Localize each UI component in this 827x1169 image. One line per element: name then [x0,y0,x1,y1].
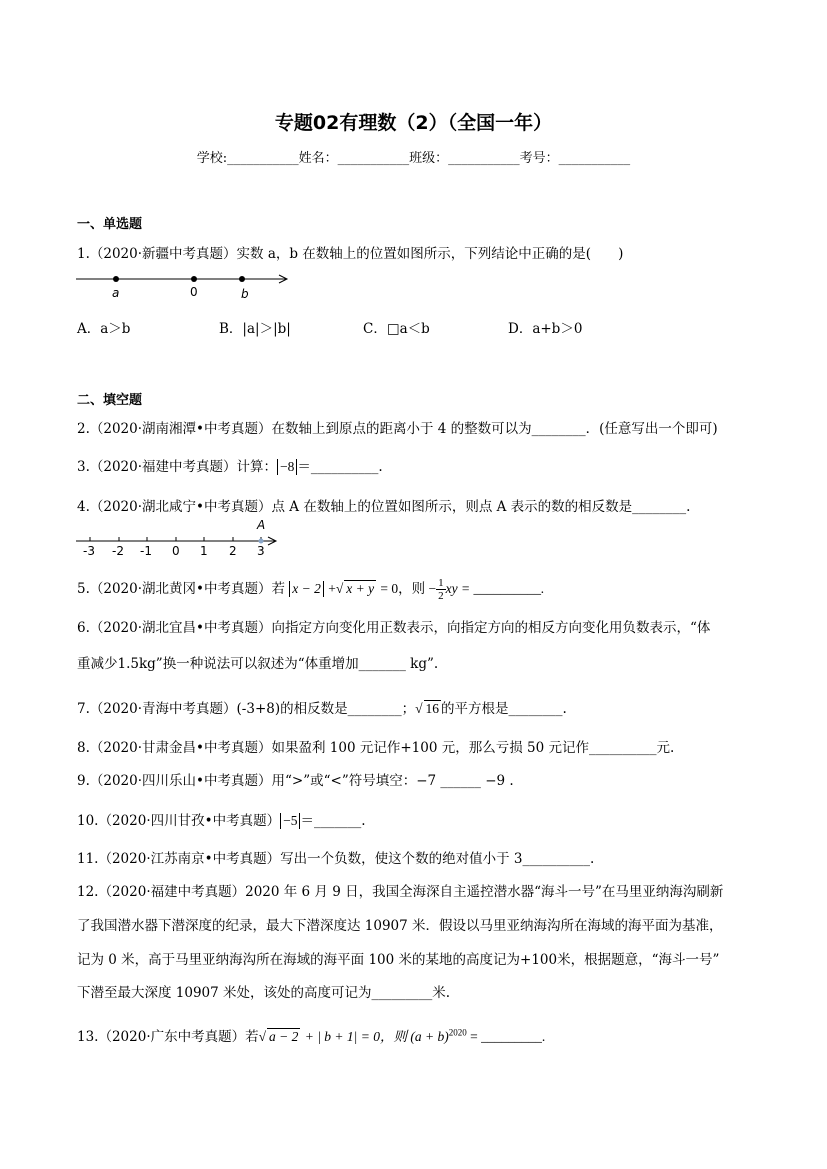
q7-suffix: 的平方根是________. [441,701,567,717]
point-a-marker [259,539,264,544]
label-zero: 0 [190,285,198,299]
q5-fraction [436,577,446,602]
tick-label: 1 [200,544,208,557]
tick-label: 3 [257,544,265,557]
q5-tail: xy = __________. [445,581,545,596]
sqrt-icon: √ [415,701,423,716]
label-b: b [241,287,249,301]
q1-number-line [76,270,291,302]
question-12-line: 记为 0 米，高于马里亚纳海沟所在海域的海平面 100 米的某地的高度记为+100米，根据题意，“海斗一号” [77,952,720,968]
tick-label: -3 [83,544,95,557]
tick-label: -1 [140,544,152,557]
question-12-line: 了我国潜水器下潜深度的纪录，最大下潜深度达 10907 米．假设以马里亚纳海沟所在海域的海平面为基准， [77,918,723,934]
q13-prefix: 13.（2020·广东中考真题）若 [77,1029,259,1045]
q7-sqrt-value: 16 [425,701,440,716]
question-8-text: 8.（2020·甘肃金昌•中考真题）如果盈利 100 元记作+100 元，那么亏损 50 元记作__________元. [77,740,675,756]
q5-prefix: 5.（2020·湖北黄冈•中考真题）若 [77,581,285,597]
q5-denominator: 2 [438,590,444,602]
q7-prefix: 7.（2020·青海中考真题）(-3+8)的相反数是________； [77,701,416,717]
question-11-text: 11.（2020·江苏南京•中考真题）写出一个负数，使这个数的绝对值小于 3__________. [77,851,595,867]
q1-option-a: A．a＞b [77,321,131,337]
question-12-line: 下潜至最大深度 10907 米处，该处的高度可记为_________米. [77,985,451,1001]
q5-abs-expression: x − 2 [289,581,324,597]
q10-abs-expression: −5 [280,813,300,829]
student-info-line: 学校:___________姓名：___________班级：___________考号：___________ [196,151,631,166]
question-13-text [77,1025,545,1045]
q3-abs-expression: −8 [277,459,297,475]
question-10-text [77,809,366,829]
q10-prefix: 10.（2020·四川甘孜•中考真题） [77,813,281,829]
question-6-line-1: 6.（2020·湖北宜昌•中考真题）向指定方向变化用正数表示，向指定方向的相反方向变化用负数表示，“体 [77,620,711,636]
tick-label: -2 [112,544,124,557]
q5-plus: + [328,581,336,596]
section-heading-single-choice: 一、单选题 [77,217,143,232]
point-zero [191,276,197,282]
q1-option-d: D．a+b＞0 [508,321,583,337]
q13-tail: = _________. [466,1029,546,1044]
question-1-text: 1.（2020·新疆中考真题）实数 a，b 在数轴上的位置如图所示，下列结论中正确的是( ) [77,246,624,262]
question-6-line-2: 重减少1.5kg”换一种说法可以叙述为“体重增加_______ kg”. [77,656,439,672]
question-4-text: 4.（2020·湖北咸宁•中考真题）点 A 在数轴上的位置如图所示，则点 A 表示的数的相反数是________. [77,499,691,515]
q4-number-line [76,517,286,557]
q1-option-c: C．□a＜b [363,321,430,337]
section-heading-fill-blank: 二、填空题 [77,393,143,408]
q3-prefix: 3.（2020·福建中考真题）计算： [77,459,278,475]
q13-middle: + | b + 1| = 0，则 (a + b) [304,1029,449,1044]
q5-sqrt-expression: x + y [346,581,375,596]
question-12-line: 12.（2020·福建中考真题）2020 年 6 月 9 日，我国全海深自主遥控潜水器“海斗一号”在马里亚纳海沟刷新 [77,884,724,900]
tick-label: 0 [172,544,180,557]
question-9-text: 9.（2020·四川乐山•中考真题）用“>”或“<”符号填空：−7 ______ −9 . [77,773,514,789]
point-a [113,276,119,282]
q13-exponent: 2020 [448,1027,467,1038]
q5-numerator: 1 [438,577,444,589]
tick-label: 2 [229,544,237,557]
point-b [239,276,245,282]
q5-equals: = 0，则 − [380,581,437,596]
label-a: a [112,286,120,300]
sqrt-icon: √ [258,1029,267,1044]
question-3-text [77,455,383,475]
question-7-text [77,697,567,717]
q3-suffix: ＝__________. [297,459,383,475]
q4-point-label: A [257,518,266,532]
q1-option-b: B．|a|＞|b| [219,321,291,337]
page-title: 专题02有理数（2）（全国一年） [274,112,553,134]
question-5-text [77,577,544,602]
sqrt-icon: √ [335,581,344,596]
question-2-text: 2.（2020·湖南湘潭•中考真题）在数轴上到原点的距离小于 4 的整数可以为________．(任意写出一个即可) [77,421,718,437]
q10-suffix: ＝_______. [300,813,366,829]
q13-sqrt-expression: a − 2 [269,1029,299,1044]
